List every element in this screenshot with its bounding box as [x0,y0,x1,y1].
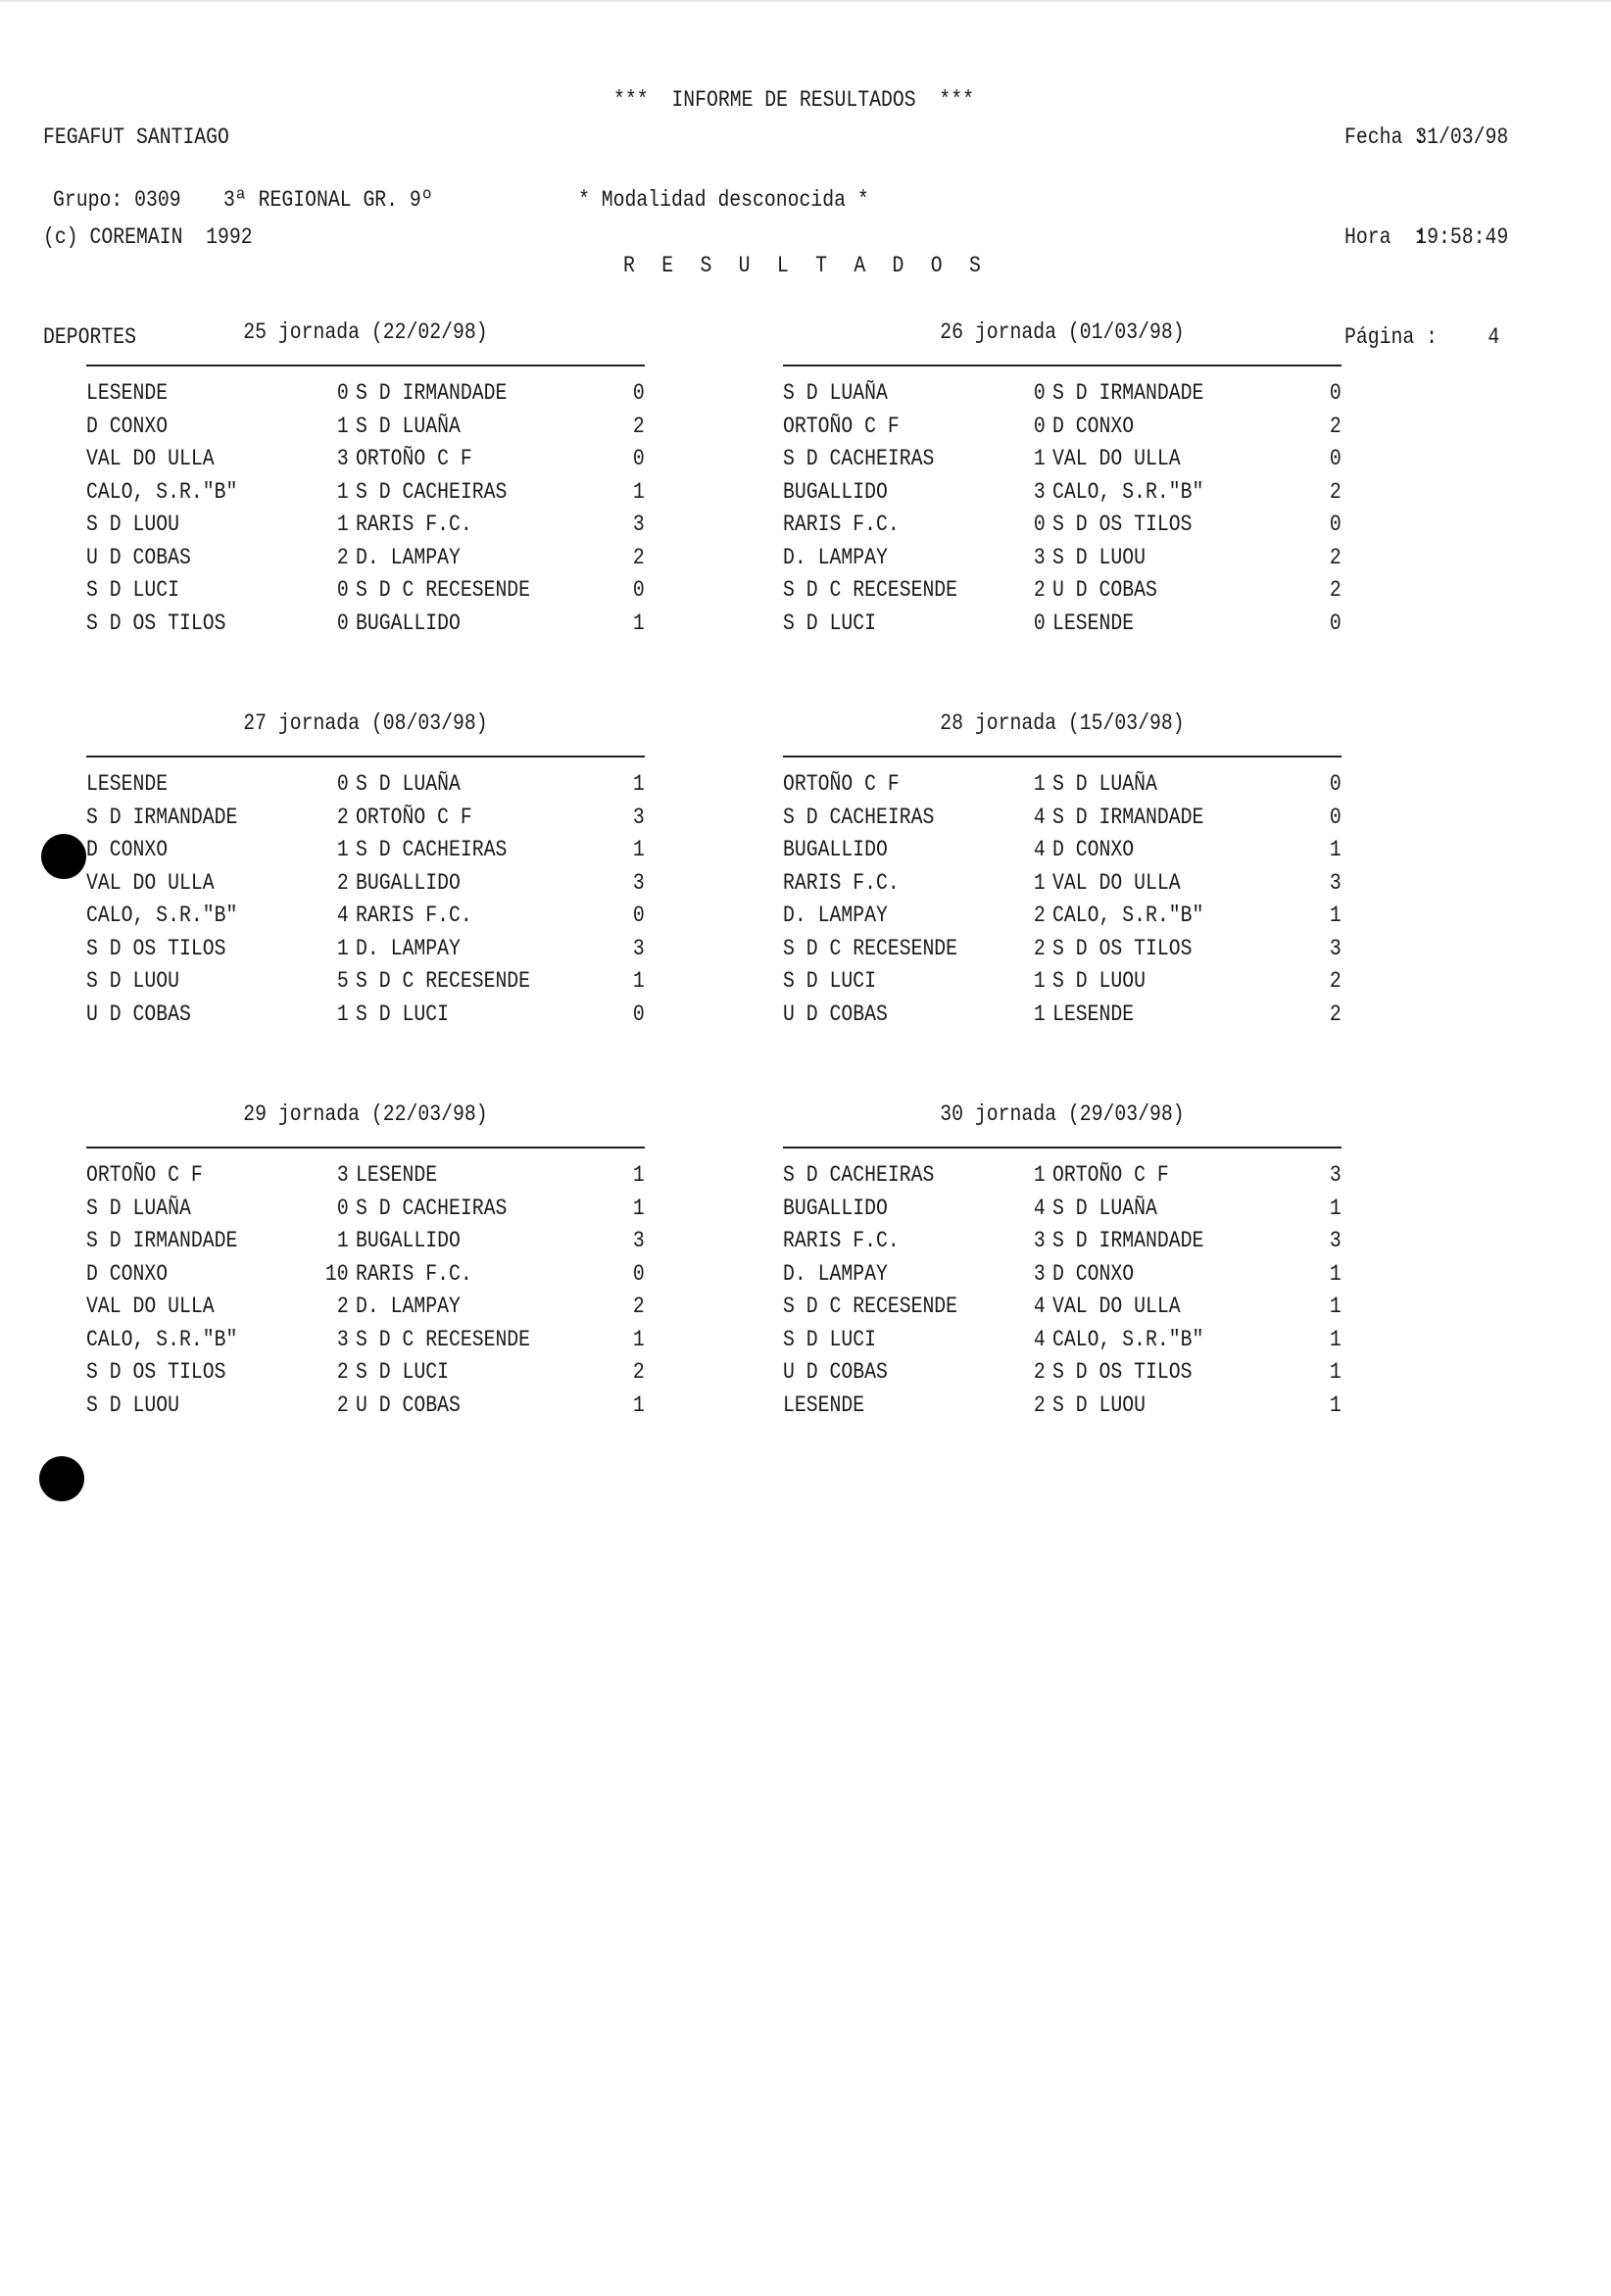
home-score: 2 [1034,1392,1046,1418]
home-team: S D IRMANDADE [86,1228,238,1253]
away-team: ORTOÑO C F [1052,1162,1169,1188]
away-team: D. LAMPAY [356,544,461,570]
home-team: D CONXO [86,1260,169,1287]
home-team: LESENDE [783,1392,865,1418]
home-team: S D OS TILOS [86,1359,226,1385]
home-team: S D OS TILOS [86,610,226,636]
match-list [86,1162,645,1425]
away-team: S D CACHEIRAS [356,837,508,862]
match-row [783,479,1342,513]
away-score: 2 [1330,478,1342,505]
home-score: 0 [1034,413,1046,439]
match-row [783,1261,1342,1295]
away-team: BUGALLIDO [356,869,461,896]
home-score: 1 [337,413,349,439]
home-score: 10 [325,1260,349,1287]
away-score: 1 [633,1195,645,1221]
home-score: 2 [337,1359,349,1385]
away-score: 1 [1330,1359,1342,1385]
jornada-title [783,319,1342,345]
home-team: S D CACHEIRAS [783,446,935,471]
away-team: ORTOÑO C F [356,804,472,830]
away-score: 1 [633,837,645,862]
match-row [783,837,1342,870]
away-score: 0 [1330,512,1342,537]
home-team: U D COBAS [783,1001,888,1027]
home-score: 2 [1034,1359,1046,1385]
results-heading: R E S U L T A D O S [623,253,989,278]
away-score: 0 [1330,804,1342,830]
match-row [783,380,1342,414]
away-score: 2 [1330,1001,1342,1027]
away-score: 0 [633,903,645,928]
away-score: 1 [633,1392,645,1418]
away-team: RARIS F.C. [356,512,472,537]
jornada-rule [86,365,645,366]
home-score: 0 [337,380,349,406]
jornada-title [86,319,645,345]
home-team: ORTOÑO C F [86,1162,203,1188]
away-score: 1 [633,771,645,797]
match-row [783,1228,1342,1261]
home-score: 2 [1034,935,1046,961]
home-team: LESENDE [86,771,169,797]
jornada-rule [783,756,1342,757]
home-score: 1 [337,1228,349,1253]
home-team: S D OS TILOS [86,935,226,961]
pagina-value: 4 [1488,324,1500,350]
away-team: S D IRMANDADE [1052,1228,1204,1253]
match-list [783,771,1342,1034]
match-row [86,1001,645,1035]
away-score: 2 [1330,544,1342,570]
home-team: S D IRMANDADE [86,804,238,830]
away-team: D CONXO [1052,413,1135,439]
match-row [86,1359,645,1392]
hora-label: Hora : [1344,224,1427,250]
home-score: 3 [1034,544,1046,570]
away-team: S D LUOU [1052,544,1146,570]
away-team: BUGALLIDO [356,610,461,636]
match-row [783,1327,1342,1360]
jornada-title-text: 28 jornada (15/03/98) [940,710,1185,736]
home-score: 3 [337,1326,349,1352]
away-team: S D LUOU [1052,1392,1146,1418]
pagina-row [1344,320,1499,354]
home-score: 2 [337,544,349,570]
home-team: D. LAMPAY [783,544,888,570]
home-team: S D C RECESENDE [783,935,958,961]
match-list [86,380,645,643]
home-team: D. LAMPAY [783,1260,888,1287]
home-score: 2 [337,804,349,830]
home-team: S D LUAÑA [86,1195,191,1221]
away-team: D CONXO [1052,837,1135,862]
match-row [86,1261,645,1295]
away-score: 3 [1330,869,1342,896]
group-code: Grupo: 0309 [53,187,181,213]
home-score: 0 [1034,380,1046,406]
away-score: 0 [1330,771,1342,797]
away-team: S D CACHEIRAS [356,478,508,505]
match-row [783,512,1342,545]
away-team: S D OS TILOS [1052,935,1193,961]
home-team: S D LUAÑA [783,380,888,406]
away-team: S D C RECESENDE [356,1326,531,1352]
home-score: 1 [1034,968,1046,994]
away-team: S D OS TILOS [1052,1359,1193,1385]
match-row [86,1162,645,1196]
match-row [783,545,1342,578]
away-score: 2 [1330,577,1342,603]
away-score: 1 [633,478,645,505]
match-row [783,903,1342,936]
away-score: 0 [633,380,645,406]
match-row [86,479,645,513]
away-team: S D CACHEIRAS [356,1195,508,1221]
fecha-row [1344,121,1509,154]
away-team: LESENDE [1052,610,1135,636]
punch-hole-upper [41,834,86,879]
org-name: FEGAFUT SANTIAGO [43,124,229,150]
away-team: U D COBAS [1052,577,1157,603]
home-score: 1 [1034,771,1046,797]
away-score: 3 [633,512,645,537]
match-row [86,968,645,1001]
home-score: 2 [1034,903,1046,928]
away-team: S D OS TILOS [1052,512,1193,537]
home-score: 3 [1034,1228,1046,1253]
away-score: 0 [633,446,645,471]
away-team: RARIS F.C. [356,1260,472,1287]
match-row [86,870,645,904]
home-score: 3 [1034,1260,1046,1287]
home-score: 1 [337,935,349,961]
away-score: 3 [633,869,645,896]
jornada-title-text: 30 jornada (29/03/98) [940,1101,1185,1127]
home-team: S D LUCI [86,577,179,603]
home-team: U D COBAS [783,1359,888,1385]
away-team: S D LUOU [1052,968,1146,994]
home-score: 4 [1034,1294,1046,1319]
match-row [783,870,1342,904]
home-team: S D C RECESENDE [783,577,958,603]
match-row [783,1162,1342,1196]
home-score: 1 [337,837,349,862]
home-score: 4 [1034,1195,1046,1221]
away-score: 1 [1330,1195,1342,1221]
away-score: 0 [1330,380,1342,406]
pagina-label: Página : [1344,324,1438,350]
home-team: S D LUOU [86,968,179,994]
away-team: CALO, S.R."B" [1052,903,1204,928]
home-team: S D LUCI [783,968,876,994]
match-row [783,936,1342,969]
group-name: 3ª REGIONAL GR. 9º [223,187,433,213]
away-score: 0 [633,577,645,603]
home-score: 5 [337,968,349,994]
away-score: 3 [633,804,645,830]
jornada-rule [86,1147,645,1148]
report-title: *** INFORME DE RESULTADOS *** [613,87,974,113]
away-team: LESENDE [356,1162,438,1188]
match-row [783,414,1342,447]
match-row [86,903,645,936]
away-team: D. LAMPAY [356,935,461,961]
home-team: CALO, S.R."B" [86,903,238,928]
home-score: 2 [337,1294,349,1319]
home-team: VAL DO ULLA [86,1294,215,1319]
away-score: 1 [1330,837,1342,862]
match-row [86,1294,645,1327]
home-team: S D CACHEIRAS [783,1162,935,1188]
away-score: 1 [1330,1294,1342,1319]
away-score: 3 [1330,1162,1342,1188]
away-team: S D C RECESENDE [356,577,531,603]
home-score: 0 [1034,610,1046,636]
modalidad-note: * Modalidad desconocida * [578,187,869,213]
home-score: 0 [337,1195,349,1221]
match-row [86,446,645,479]
home-score: 1 [337,478,349,505]
match-row [783,577,1342,611]
match-row [783,968,1342,1001]
home-score: 2 [337,869,349,896]
away-score: 3 [633,1228,645,1253]
home-team: RARIS F.C. [783,1228,900,1253]
home-team: ORTOÑO C F [783,771,900,797]
match-row [783,1196,1342,1229]
match-row [86,837,645,870]
away-team: VAL DO ULLA [1052,1294,1181,1319]
match-row [86,936,645,969]
match-row [783,1359,1342,1392]
home-team: CALO, S.R."B" [86,1326,238,1352]
punch-hole-lower [39,1456,84,1501]
home-score: 3 [1034,478,1046,505]
home-team: S D LUCI [783,610,876,636]
jornada-title-text: 26 jornada (01/03/98) [940,319,1185,345]
away-score: 3 [1330,935,1342,961]
home-score: 1 [1034,446,1046,471]
jornada-title [86,710,645,736]
home-team: D CONXO [86,837,169,862]
away-score: 1 [633,1326,645,1352]
home-score: 4 [1034,804,1046,830]
away-team: S D IRMANDADE [1052,804,1204,830]
away-team: S D LUAÑA [1052,771,1157,797]
scan-top-edge [0,0,1611,2]
department: DEPORTES [43,324,136,350]
home-team: LESENDE [86,380,169,406]
away-team: D CONXO [1052,1260,1135,1287]
home-team: S D LUOU [86,512,179,537]
home-score: 1 [1034,1162,1046,1188]
jornada-title-text: 25 jornada (22/02/98) [243,319,488,345]
away-team: U D COBAS [356,1392,461,1418]
home-team: CALO, S.R."B" [86,478,238,505]
match-row [86,771,645,805]
away-team: CALO, S.R."B" [1052,478,1204,505]
away-score: 1 [1330,903,1342,928]
match-row [86,1392,645,1426]
match-row [783,1001,1342,1035]
away-score: 0 [633,1260,645,1287]
away-score: 1 [1330,1392,1342,1418]
away-team: VAL DO ULLA [1052,869,1181,896]
away-score: 0 [1330,446,1342,471]
home-team: S D LUOU [86,1392,179,1418]
home-team: D. LAMPAY [783,903,888,928]
fecha-value: 31/03/98 [1415,124,1509,150]
match-row [783,1392,1342,1426]
away-score: 2 [633,544,645,570]
match-row [783,1294,1342,1327]
match-row [86,380,645,414]
home-team: U D COBAS [86,544,191,570]
home-score: 4 [337,903,349,928]
home-score: 0 [1034,512,1046,537]
match-row [86,1196,645,1229]
match-row [86,577,645,611]
away-team: VAL DO ULLA [1052,446,1181,471]
home-score: 0 [337,610,349,636]
away-score: 1 [1330,1260,1342,1287]
match-row [86,1327,645,1360]
away-team: S D LUCI [356,1001,449,1027]
match-row [86,1228,645,1261]
jornada-title [783,1101,1342,1127]
match-list [783,380,1342,643]
jornada-title-text: 29 jornada (22/03/98) [243,1101,488,1127]
away-score: 1 [633,968,645,994]
jornada-title [783,710,1342,736]
home-team: U D COBAS [86,1001,191,1027]
match-list [783,1162,1342,1425]
match-row [86,414,645,447]
away-team: LESENDE [1052,1001,1135,1027]
jornada-rule [86,756,645,757]
away-team: D. LAMPAY [356,1294,461,1319]
home-score: 2 [1034,577,1046,603]
jornada-rule [783,1147,1342,1148]
match-row [86,805,645,838]
home-team: BUGALLIDO [783,478,888,505]
home-score: 1 [1034,1001,1046,1027]
home-score: 3 [337,446,349,471]
home-score: 4 [1034,1326,1046,1352]
match-row [86,545,645,578]
home-score: 0 [337,577,349,603]
home-team: ORTOÑO C F [783,413,900,439]
home-team: BUGALLIDO [783,837,888,862]
away-team: S D IRMANDADE [1052,380,1204,406]
home-team: VAL DO ULLA [86,446,215,471]
away-score: 1 [633,610,645,636]
home-team: S D C RECESENDE [783,1294,958,1319]
home-score: 1 [337,512,349,537]
home-team: S D LUCI [783,1326,876,1352]
away-score: 2 [633,1294,645,1319]
away-team: CALO, S.R."B" [1052,1326,1204,1352]
home-team: S D CACHEIRAS [783,804,935,830]
away-score: 1 [1330,1326,1342,1352]
home-score: 4 [1034,837,1046,862]
away-score: 3 [633,935,645,961]
away-team: S D LUCI [356,1359,449,1385]
away-team: S D IRMANDADE [356,380,508,406]
away-score: 2 [633,413,645,439]
away-team: S D C RECESENDE [356,968,531,994]
hora-value: 19:58:49 [1415,224,1509,250]
away-team: S D LUAÑA [1052,1195,1157,1221]
copyright-line: (c) COREMAIN 1992 [43,224,253,250]
away-score: 2 [1330,968,1342,994]
jornada-title-text: 27 jornada (08/03/98) [243,710,488,736]
away-score: 1 [633,1162,645,1188]
match-row [783,611,1342,644]
away-team: RARIS F.C. [356,903,472,928]
match-row [86,611,645,644]
away-score: 2 [1330,413,1342,439]
away-team: ORTOÑO C F [356,446,472,471]
away-score: 3 [1330,1228,1342,1253]
away-score: 0 [633,1001,645,1027]
home-team: BUGALLIDO [783,1195,888,1221]
away-score: 2 [633,1359,645,1385]
away-score: 0 [1330,610,1342,636]
home-score: 1 [1034,869,1046,896]
away-team: BUGALLIDO [356,1228,461,1253]
match-row [783,771,1342,805]
match-list [86,771,645,1034]
home-score: 2 [337,1392,349,1418]
away-team: S D LUAÑA [356,413,461,439]
home-score: 3 [337,1162,349,1188]
away-team: S D LUAÑA [356,771,461,797]
match-row [86,512,645,545]
home-team: VAL DO ULLA [86,869,215,896]
home-team: RARIS F.C. [783,869,900,896]
jornada-rule [783,365,1342,366]
header-right [1344,54,1509,387]
fecha-label: Fecha : [1344,124,1427,150]
match-row [783,805,1342,838]
hora-row [1344,220,1509,254]
home-team: RARIS F.C. [783,512,900,537]
home-score: 1 [337,1001,349,1027]
home-team: D CONXO [86,413,169,439]
match-row [783,446,1342,479]
jornada-title [86,1101,645,1127]
home-score: 0 [337,771,349,797]
